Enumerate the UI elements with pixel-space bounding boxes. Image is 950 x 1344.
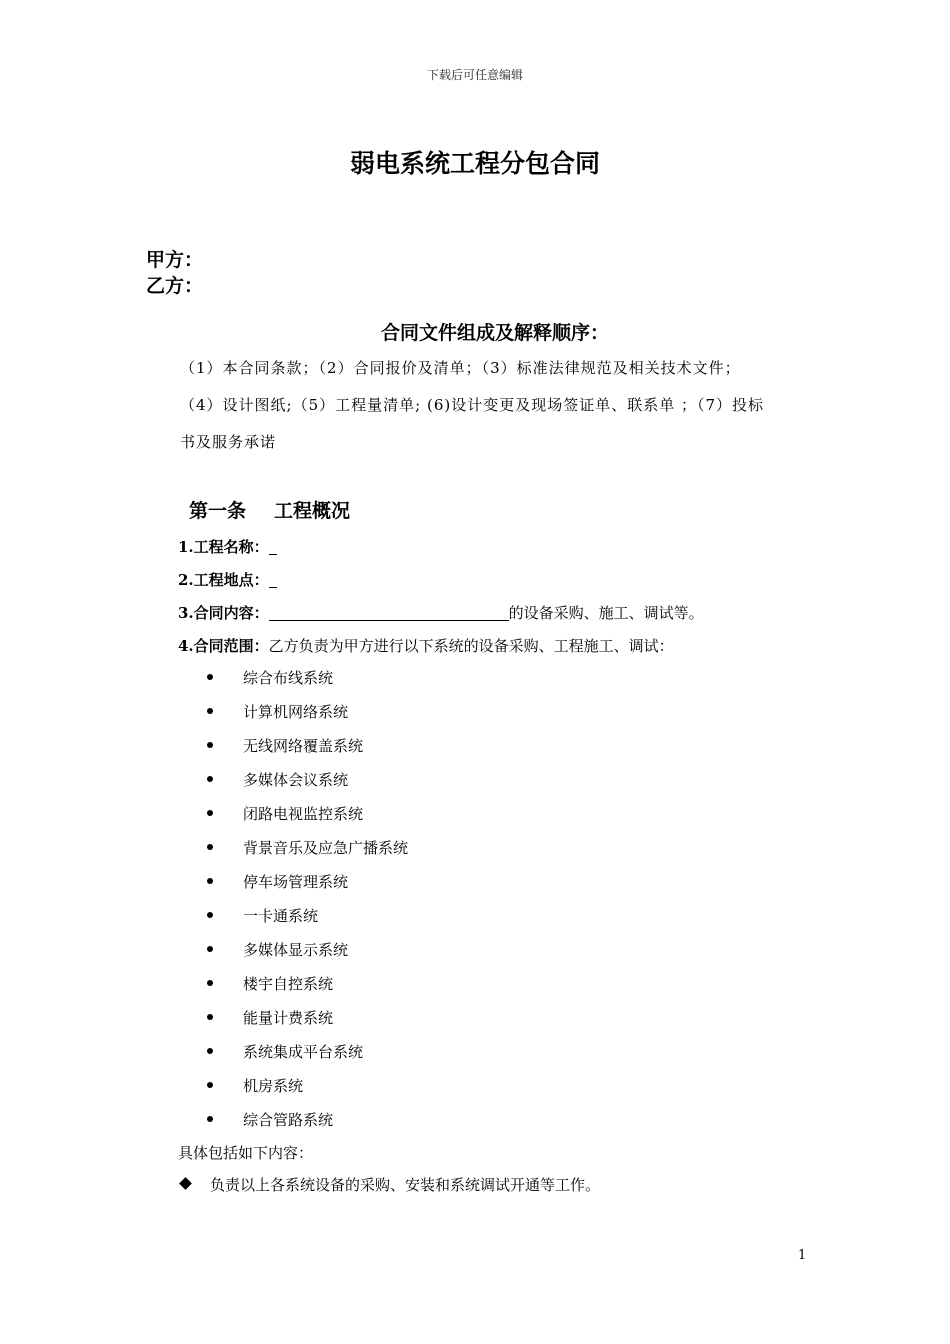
detail-item <box>178 1174 600 1195</box>
contract-content-suffix: 的设备采购、施工、调试等。 <box>508 604 704 622</box>
list-item <box>207 769 348 790</box>
contract-content-blank <box>269 604 509 621</box>
list-item <box>207 905 318 926</box>
article-title: 工程概况 <box>274 500 351 522</box>
system-name: 机房系统 <box>243 1077 304 1095</box>
bullet-icon <box>207 1014 213 1020</box>
system-name: 楼宇自控系统 <box>243 975 334 993</box>
bullet-icon <box>207 878 213 884</box>
bullet-icon <box>207 946 213 952</box>
list-item <box>207 1109 333 1130</box>
article-number: 第一条 <box>189 500 247 522</box>
detail-item-text: 负责以上各系统设备的采购、安装和系统调试开通等工作。 <box>210 1176 601 1194</box>
system-name: 闭路电视监控系统 <box>243 805 364 823</box>
list-item <box>207 1075 303 1096</box>
contract-scope-text: 乙方负责为甲方进行以下系统的设备采购、工程施工、调试： <box>268 637 674 655</box>
bullet-icon <box>207 1116 213 1122</box>
documents-section-title: 合同文件组成及解释顺序： <box>380 322 609 344</box>
system-name: 综合布线系统 <box>243 669 334 687</box>
documents-line: （1）本合同条款；（2）合同报价及清单；（3）标准法律规范及相关技术文件； <box>180 359 741 377</box>
contract-scope-item <box>178 635 674 656</box>
list-item <box>207 667 333 688</box>
system-name: 无线网络覆盖系统 <box>243 737 364 755</box>
bullet-icon <box>207 810 213 816</box>
project-name-blank <box>269 538 277 555</box>
bullet-icon <box>207 1082 213 1088</box>
list-item <box>207 871 348 892</box>
documents-line: 书及服务承诺 <box>180 433 277 451</box>
details-intro: 具体包括如下内容： <box>178 1144 314 1162</box>
system-name: 多媒体会议系统 <box>243 771 349 789</box>
list-item <box>207 701 348 722</box>
page-header-note: 下载后可任意编辑 <box>426 68 523 82</box>
system-name: 背景音乐及应急广播系统 <box>243 839 409 857</box>
list-item <box>207 1007 333 1028</box>
project-location-label: 2.工程地点： <box>178 571 269 589</box>
contract-scope-label: 4.合同范围： <box>178 637 269 655</box>
list-item <box>207 1041 363 1062</box>
bullet-icon <box>207 1048 213 1054</box>
list-item <box>207 939 348 960</box>
contract-content-label: 3.合同内容： <box>178 604 269 622</box>
bullet-icon <box>207 776 213 782</box>
bullet-icon <box>207 980 213 986</box>
list-item <box>207 837 408 858</box>
system-name: 系统集成平台系统 <box>243 1043 364 1061</box>
list-item <box>207 803 363 824</box>
bullet-icon <box>207 674 213 680</box>
page-number: 1 <box>798 1248 807 1263</box>
list-item <box>207 735 363 756</box>
project-name-label: 1.工程名称： <box>178 538 269 556</box>
party-a-label: 甲方： <box>146 249 204 271</box>
bullet-icon <box>207 844 213 850</box>
system-name: 计算机网络系统 <box>243 703 349 721</box>
project-location-item <box>178 569 277 590</box>
article-1-heading <box>189 496 350 523</box>
system-name: 综合管路系统 <box>243 1111 334 1129</box>
project-location-blank <box>269 571 277 588</box>
project-name-item <box>178 536 277 557</box>
system-name: 能量计费系统 <box>243 1009 334 1027</box>
system-name: 停车场管理系统 <box>243 873 349 891</box>
contract-content-item <box>178 602 704 623</box>
list-item <box>207 973 333 994</box>
bullet-icon <box>207 742 213 748</box>
documents-line: （4）设计图纸;（5）工程量清单; (6)设计变更及现场签证单、联系单 ；（7）投标 <box>180 396 765 414</box>
system-name: 多媒体显示系统 <box>243 941 349 959</box>
bullet-icon <box>207 708 213 714</box>
system-name: 一卡通系统 <box>243 907 319 925</box>
diamond-bullet-icon <box>179 1177 192 1190</box>
bullet-icon <box>207 912 213 918</box>
document-title: 弱电系统工程分包合同 <box>349 149 600 178</box>
party-b-label: 乙方： <box>146 275 204 297</box>
